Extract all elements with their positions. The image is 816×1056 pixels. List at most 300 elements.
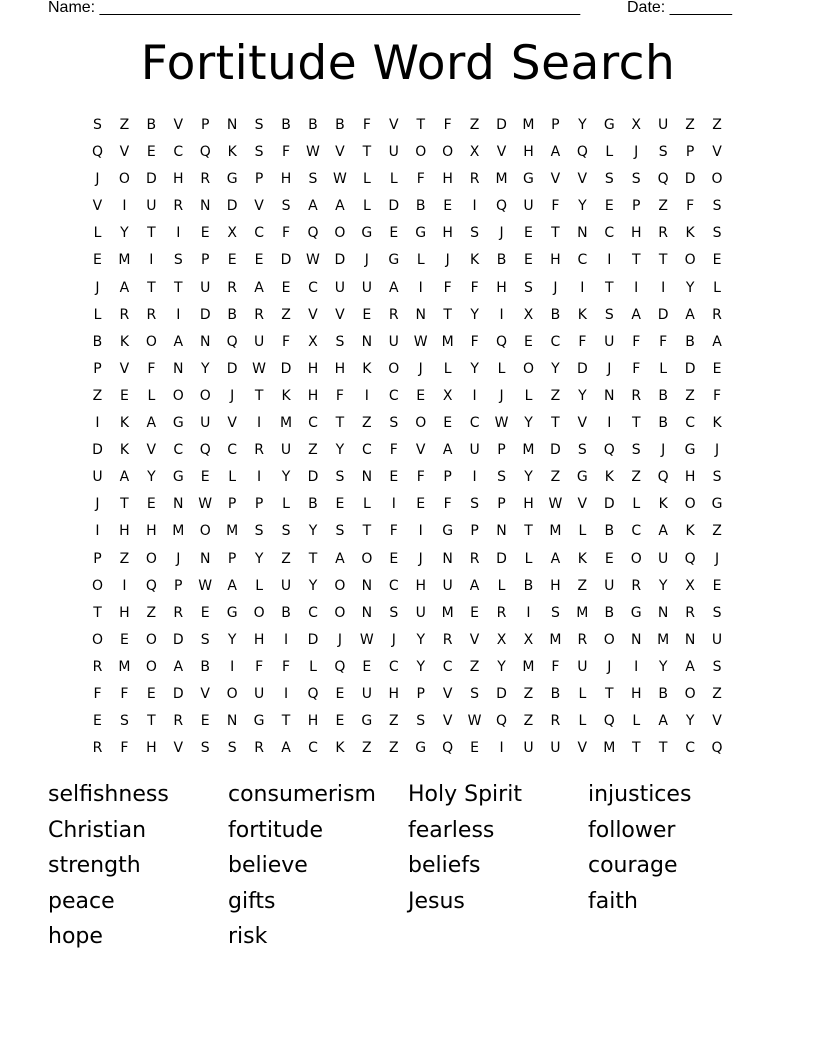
grid-letter[interactable]: V	[442, 713, 453, 730]
grid-letter[interactable]: C	[173, 442, 184, 459]
grid-letter[interactable]: E	[389, 225, 399, 242]
grid-letter[interactable]: O	[684, 685, 696, 702]
grid-letter[interactable]: J	[95, 496, 100, 513]
grid-letter[interactable]: E	[524, 225, 533, 242]
grid-letter[interactable]: G	[415, 740, 427, 757]
grid-letter[interactable]: V	[712, 713, 722, 730]
grid-letter[interactable]: U	[361, 685, 372, 702]
grid-letter[interactable]: I	[526, 604, 531, 621]
grid-letter[interactable]: Z	[712, 117, 722, 133]
grid-letter[interactable]: S	[200, 631, 210, 648]
grid-letter[interactable]: A	[173, 333, 184, 350]
grid-letter[interactable]: K	[281, 387, 291, 404]
grid-letter[interactable]: S	[712, 198, 722, 215]
grid-letter[interactable]: L	[282, 496, 290, 513]
grid-letter[interactable]: S	[524, 279, 533, 296]
grid-letter[interactable]: F	[282, 658, 291, 675]
grid-letter[interactable]: L	[309, 658, 317, 675]
grid-letter[interactable]: Z	[388, 713, 399, 730]
grid-letter[interactable]: V	[577, 415, 588, 432]
grid-letter[interactable]: M	[279, 415, 293, 432]
grid-letter[interactable]: F	[443, 117, 452, 133]
grid-letter[interactable]: T	[443, 306, 452, 323]
grid-letter[interactable]: S	[712, 469, 722, 486]
grid-letter[interactable]: I	[580, 279, 585, 296]
grid-letter[interactable]: Z	[469, 117, 480, 133]
grid-letter[interactable]: W	[359, 631, 374, 648]
grid-letter[interactable]: U	[146, 198, 157, 215]
grid-letter[interactable]: S	[281, 198, 291, 215]
grid-letter[interactable]: M	[118, 658, 131, 675]
grid-letter[interactable]: K	[577, 550, 587, 567]
grid-letter[interactable]: C	[173, 144, 184, 161]
grid-letter[interactable]: M	[441, 333, 454, 350]
grid-letter[interactable]: I	[283, 631, 289, 648]
grid-letter[interactable]: E	[93, 713, 102, 730]
grid-letter[interactable]: F	[362, 117, 371, 133]
grid-letter[interactable]: F	[147, 360, 156, 377]
grid-letter[interactable]: U	[200, 415, 211, 432]
grid-letter[interactable]: B	[281, 117, 291, 133]
grid-letter[interactable]: D	[496, 117, 507, 133]
grid-letter[interactable]: N	[199, 550, 211, 567]
grid-letter[interactable]: J	[95, 279, 100, 296]
grid-letter[interactable]: E	[712, 360, 722, 377]
grid-letter[interactable]: Q	[657, 469, 669, 486]
grid-letter[interactable]: O	[145, 333, 157, 350]
grid-letter[interactable]: Y	[685, 279, 695, 296]
grid-letter[interactable]: I	[257, 415, 262, 432]
grid-letter[interactable]: B	[658, 685, 668, 702]
grid-letter[interactable]: E	[524, 252, 533, 269]
grid-letter[interactable]: Z	[362, 740, 372, 757]
grid-letter[interactable]: A	[442, 442, 453, 459]
grid-letter[interactable]: L	[713, 279, 721, 296]
grid-letter[interactable]: C	[227, 442, 238, 459]
grid-letter[interactable]: D	[496, 550, 507, 567]
grid-letter[interactable]: T	[416, 117, 425, 133]
grid-letter[interactable]: X	[496, 631, 507, 648]
grid-letter[interactable]: G	[576, 469, 588, 486]
grid-letter[interactable]: U	[658, 550, 669, 567]
grid-letter[interactable]: E	[362, 306, 372, 323]
grid-letter[interactable]: J	[95, 171, 100, 188]
grid-letter[interactable]: H	[307, 360, 319, 377]
grid-letter[interactable]: E	[200, 469, 210, 486]
grid-letter[interactable]: U	[92, 469, 103, 486]
grid-letter[interactable]: Z	[281, 550, 291, 567]
grid-letter[interactable]: V	[92, 198, 103, 215]
grid-letter[interactable]: Y	[470, 360, 479, 377]
grid-letter[interactable]: E	[146, 685, 156, 702]
grid-letter[interactable]: V	[200, 685, 210, 702]
grid-letter[interactable]: O	[711, 171, 723, 188]
grid-letter[interactable]: O	[145, 550, 157, 567]
grid-letter[interactable]: H	[550, 577, 561, 594]
grid-letter[interactable]: K	[470, 252, 480, 269]
grid-letter[interactable]: B	[604, 523, 615, 540]
grid-letter[interactable]: Q	[226, 333, 238, 350]
grid-letter[interactable]: Q	[307, 685, 319, 702]
grid-letter[interactable]: C	[361, 442, 372, 459]
grid-letter[interactable]: S	[604, 171, 614, 188]
grid-letter[interactable]: R	[254, 306, 264, 323]
grid-letter[interactable]: S	[550, 604, 560, 621]
grid-letter[interactable]: J	[337, 631, 342, 648]
grid-letter[interactable]: K	[119, 415, 129, 432]
grid-letter[interactable]: R	[200, 171, 211, 188]
grid-letter[interactable]: O	[253, 604, 265, 621]
grid-letter[interactable]: Z	[550, 387, 561, 404]
grid-letter[interactable]: S	[712, 225, 722, 242]
grid-letter[interactable]: G	[361, 713, 373, 730]
grid-letter[interactable]: T	[147, 279, 156, 296]
grid-letter[interactable]: H	[630, 225, 642, 242]
grid-letter[interactable]: P	[254, 496, 264, 513]
grid-letter[interactable]: T	[147, 713, 156, 730]
grid-letter[interactable]: N	[604, 387, 615, 404]
grid-letter[interactable]: Q	[711, 740, 723, 757]
grid-letter[interactable]: Y	[470, 306, 479, 323]
grid-letter[interactable]: R	[119, 306, 130, 323]
grid-letter[interactable]: N	[361, 604, 373, 621]
grid-letter[interactable]: Y	[254, 550, 264, 567]
grid-letter[interactable]: F	[93, 685, 102, 702]
grid-letter[interactable]: L	[659, 360, 668, 377]
grid-letter[interactable]: R	[92, 658, 103, 675]
grid-letter[interactable]: G	[523, 171, 534, 188]
grid-letter[interactable]: V	[146, 442, 157, 459]
grid-letter[interactable]: M	[576, 604, 589, 621]
grid-letter[interactable]: A	[173, 658, 184, 675]
grid-letter[interactable]: K	[604, 469, 614, 486]
grid-letter[interactable]: C	[308, 415, 318, 432]
grid-letter[interactable]: P	[416, 685, 425, 702]
grid-letter[interactable]: H	[442, 171, 453, 188]
grid-letter[interactable]: K	[712, 415, 722, 432]
grid-letter[interactable]: J	[418, 360, 423, 377]
grid-letter[interactable]: W	[413, 333, 428, 350]
grid-letter[interactable]: O	[684, 252, 696, 269]
grid-letter[interactable]: T	[308, 550, 318, 567]
grid-letter[interactable]: T	[362, 523, 372, 540]
grid-letter[interactable]: I	[391, 496, 396, 513]
grid-letter[interactable]: E	[712, 577, 722, 594]
grid-letter[interactable]: E	[335, 685, 345, 702]
grid-letter[interactable]: V	[254, 198, 264, 215]
grid-letter[interactable]: C	[550, 333, 561, 350]
grid-letter[interactable]: I	[122, 198, 127, 215]
grid-letter[interactable]: B	[496, 252, 507, 269]
grid-letter[interactable]: Q	[307, 225, 319, 242]
grid-letter[interactable]: V	[335, 144, 345, 161]
grid-letter[interactable]: E	[335, 713, 345, 730]
grid-letter[interactable]: Y	[200, 360, 210, 377]
grid-letter[interactable]: U	[604, 577, 615, 594]
grid-letter[interactable]: O	[91, 631, 103, 648]
grid-letter[interactable]: V	[496, 144, 507, 161]
grid-letter[interactable]: K	[685, 225, 695, 242]
grid-letter[interactable]: G	[226, 604, 238, 621]
grid-letter[interactable]: A	[227, 577, 237, 594]
grid-letter[interactable]: N	[361, 333, 373, 350]
grid-letter[interactable]: M	[657, 631, 670, 648]
grid-letter[interactable]: J	[499, 225, 504, 242]
grid-letter[interactable]: G	[603, 117, 615, 133]
grid-letter[interactable]: F	[578, 333, 587, 350]
grid-letter[interactable]: S	[712, 658, 722, 675]
grid-letter[interactable]: Y	[416, 631, 425, 648]
grid-letter[interactable]: C	[442, 658, 453, 675]
grid-letter[interactable]: K	[119, 442, 129, 459]
grid-letter[interactable]: U	[200, 279, 211, 296]
grid-letter[interactable]: X	[685, 577, 695, 594]
grid-letter[interactable]: Y	[658, 658, 668, 675]
grid-letter[interactable]: W	[467, 713, 482, 730]
grid-letter[interactable]: E	[416, 387, 426, 404]
grid-letter[interactable]: L	[255, 577, 263, 594]
grid-letter[interactable]: M	[441, 604, 454, 621]
grid-letter[interactable]: N	[630, 631, 642, 648]
grid-letter[interactable]: R	[173, 713, 184, 730]
grid-letter[interactable]: T	[631, 415, 641, 432]
grid-letter[interactable]: M	[522, 442, 535, 459]
grid-letter[interactable]: T	[174, 279, 183, 296]
grid-letter[interactable]: T	[147, 225, 156, 242]
grid-letter[interactable]: A	[335, 550, 345, 567]
grid-letter[interactable]: A	[658, 713, 668, 730]
grid-letter[interactable]: Y	[147, 469, 156, 486]
grid-letter[interactable]: A	[254, 279, 264, 296]
grid-letter[interactable]: D	[684, 360, 696, 377]
grid-letter[interactable]: J	[391, 631, 396, 648]
grid-letter[interactable]: I	[176, 225, 181, 242]
grid-letter[interactable]: C	[308, 740, 318, 757]
grid-letter[interactable]: I	[499, 306, 504, 323]
grid-letter[interactable]: E	[362, 658, 372, 675]
grid-letter[interactable]: O	[91, 577, 103, 594]
grid-letter[interactable]: U	[334, 279, 346, 296]
grid-letter[interactable]: P	[200, 252, 210, 269]
grid-letter[interactable]: O	[172, 387, 184, 404]
grid-letter[interactable]: F	[389, 442, 398, 459]
grid-letter[interactable]: Z	[685, 387, 695, 404]
grid-letter[interactable]: T	[524, 523, 533, 540]
grid-letter[interactable]: X	[469, 144, 480, 161]
grid-letter[interactable]: Z	[388, 740, 399, 757]
grid-letter[interactable]: D	[576, 360, 588, 377]
grid-letter[interactable]: H	[630, 685, 642, 702]
grid-letter[interactable]: Y	[308, 577, 318, 594]
grid-letter[interactable]: G	[415, 225, 427, 242]
grid-letter[interactable]: Y	[578, 117, 587, 133]
grid-letter[interactable]: Q	[199, 144, 211, 161]
grid-letter[interactable]: T	[93, 604, 102, 621]
grid-letter[interactable]: I	[176, 306, 181, 323]
grid-letter[interactable]: K	[119, 333, 129, 350]
grid-letter[interactable]: M	[549, 523, 562, 540]
grid-letter[interactable]: V	[119, 360, 130, 377]
grid-letter[interactable]: V	[712, 144, 722, 161]
grid-letter[interactable]: S	[470, 225, 480, 242]
grid-letter[interactable]: J	[634, 144, 639, 161]
grid-letter[interactable]: J	[661, 442, 666, 459]
grid-letter[interactable]: P	[685, 144, 695, 161]
grid-letter[interactable]: R	[442, 631, 453, 648]
grid-letter[interactable]: B	[685, 333, 695, 350]
grid-letter[interactable]: I	[95, 415, 100, 432]
grid-letter[interactable]: G	[253, 713, 265, 730]
grid-letter[interactable]: N	[496, 523, 507, 540]
grid-letter[interactable]: P	[227, 550, 237, 567]
grid-letter[interactable]: Z	[92, 387, 103, 404]
grid-letter[interactable]: B	[550, 306, 561, 323]
grid-letter[interactable]: T	[631, 252, 641, 269]
grid-letter[interactable]: F	[713, 387, 722, 404]
grid-letter[interactable]: Q	[576, 144, 588, 161]
grid-letter[interactable]: F	[470, 333, 479, 350]
grid-letter[interactable]: T	[658, 740, 668, 757]
grid-letter[interactable]: I	[472, 198, 477, 215]
grid-letter[interactable]: Z	[577, 577, 588, 594]
grid-letter[interactable]: Q	[657, 171, 669, 188]
grid-letter[interactable]: E	[470, 740, 480, 757]
grid-letter[interactable]: H	[523, 496, 534, 513]
grid-letter[interactable]: J	[230, 387, 235, 404]
grid-letter[interactable]: P	[497, 442, 506, 459]
grid-letter[interactable]: Z	[469, 658, 480, 675]
grid-letter[interactable]: E	[200, 604, 210, 621]
grid-letter[interactable]: H	[280, 171, 292, 188]
grid-letter[interactable]: I	[364, 387, 369, 404]
grid-letter[interactable]: L	[578, 523, 587, 540]
grid-letter[interactable]: A	[335, 198, 345, 215]
grid-letter[interactable]: T	[254, 387, 264, 404]
grid-letter[interactable]: R	[254, 442, 264, 459]
grid-letter[interactable]: Z	[362, 415, 372, 432]
grid-letter[interactable]: W	[548, 496, 563, 513]
grid-letter[interactable]: O	[199, 523, 211, 540]
grid-letter[interactable]: T	[631, 740, 641, 757]
grid-letter[interactable]: S	[416, 713, 426, 730]
grid-letter[interactable]: S	[308, 171, 318, 188]
grid-letter[interactable]: E	[604, 198, 614, 215]
grid-letter[interactable]: Z	[523, 685, 534, 702]
grid-letter[interactable]: A	[550, 550, 561, 567]
grid-letter[interactable]: C	[308, 279, 318, 296]
grid-letter[interactable]: R	[227, 279, 238, 296]
grid-letter[interactable]: D	[388, 198, 400, 215]
grid-letter[interactable]: D	[684, 171, 696, 188]
grid-letter[interactable]: W	[306, 252, 320, 269]
grid-letter[interactable]: T	[551, 415, 560, 432]
grid-letter[interactable]: F	[443, 496, 452, 513]
grid-letter[interactable]: N	[442, 550, 453, 567]
grid-letter[interactable]: W	[198, 577, 213, 594]
grid-letter[interactable]: B	[658, 387, 668, 404]
grid-letter[interactable]: S	[200, 740, 210, 757]
grid-letter[interactable]: Y	[658, 577, 668, 594]
grid-letter[interactable]: E	[416, 496, 426, 513]
grid-letter[interactable]: L	[443, 360, 452, 377]
grid-letter[interactable]: R	[254, 740, 264, 757]
grid-letter[interactable]: E	[200, 225, 210, 242]
grid-letter[interactable]: R	[685, 604, 695, 621]
grid-letter[interactable]: H	[388, 685, 400, 702]
grid-letter[interactable]: C	[577, 252, 588, 269]
grid-letter[interactable]: U	[658, 117, 669, 133]
grid-letter[interactable]: U	[361, 279, 372, 296]
grid-letter[interactable]: V	[173, 117, 184, 133]
grid-letter[interactable]: Q	[684, 550, 696, 567]
grid-letter[interactable]: A	[631, 306, 641, 323]
grid-letter[interactable]: I	[607, 415, 612, 432]
grid-letter[interactable]: H	[173, 171, 184, 188]
grid-letter[interactable]: H	[550, 252, 561, 269]
grid-letter[interactable]: E	[93, 252, 102, 269]
grid-letter[interactable]: P	[227, 496, 237, 513]
grid-letter[interactable]: U	[711, 631, 723, 648]
grid-letter[interactable]: S	[470, 496, 480, 513]
grid-letter[interactable]: B	[550, 685, 561, 702]
grid-letter[interactable]: N	[173, 360, 184, 377]
grid-letter[interactable]: B	[227, 306, 237, 323]
grid-letter[interactable]: A	[281, 740, 291, 757]
grid-letter[interactable]: F	[551, 198, 560, 215]
grid-letter[interactable]: B	[335, 117, 345, 133]
grid-letter[interactable]: T	[658, 252, 668, 269]
grid-letter[interactable]: Y	[281, 469, 291, 486]
grid-letter[interactable]: Q	[334, 658, 346, 675]
grid-letter[interactable]: D	[92, 442, 103, 459]
grid-letter[interactable]: R	[92, 740, 103, 757]
grid-letter[interactable]: R	[550, 713, 561, 730]
grid-letter[interactable]: L	[632, 496, 641, 513]
grid-letter[interactable]: C	[388, 577, 399, 594]
grid-letter[interactable]: V	[415, 442, 426, 459]
grid-letter[interactable]: Z	[712, 685, 722, 702]
grid-letter[interactable]: H	[119, 523, 130, 540]
grid-letter[interactable]: Z	[523, 713, 534, 730]
grid-letter[interactable]: D	[226, 360, 238, 377]
grid-letter[interactable]: K	[685, 523, 695, 540]
grid-letter[interactable]: W	[494, 415, 509, 432]
grid-letter[interactable]: L	[416, 252, 425, 269]
grid-letter[interactable]: V	[388, 117, 399, 133]
grid-letter[interactable]: N	[577, 225, 588, 242]
grid-letter[interactable]: O	[199, 387, 211, 404]
grid-letter[interactable]: R	[712, 306, 722, 323]
grid-letter[interactable]: S	[631, 171, 641, 188]
grid-letter[interactable]: N	[199, 198, 211, 215]
grid-letter[interactable]: Z	[550, 469, 561, 486]
grid-letter[interactable]: C	[685, 740, 695, 757]
grid-letter[interactable]: G	[442, 523, 454, 540]
grid-letter[interactable]: Y	[551, 360, 560, 377]
grid-letter[interactable]: U	[388, 144, 399, 161]
grid-letter[interactable]: I	[661, 279, 666, 296]
grid-letter[interactable]: I	[283, 685, 289, 702]
grid-letter[interactable]: O	[603, 631, 615, 648]
grid-letter[interactable]: J	[418, 550, 423, 567]
grid-letter[interactable]: Z	[146, 604, 157, 621]
grid-letter[interactable]: A	[712, 333, 722, 350]
grid-letter[interactable]: R	[469, 550, 480, 567]
grid-letter[interactable]: S	[658, 144, 668, 161]
grid-letter[interactable]: X	[308, 333, 318, 350]
grid-letter[interactable]: J	[176, 550, 181, 567]
grid-letter[interactable]: F	[282, 333, 291, 350]
